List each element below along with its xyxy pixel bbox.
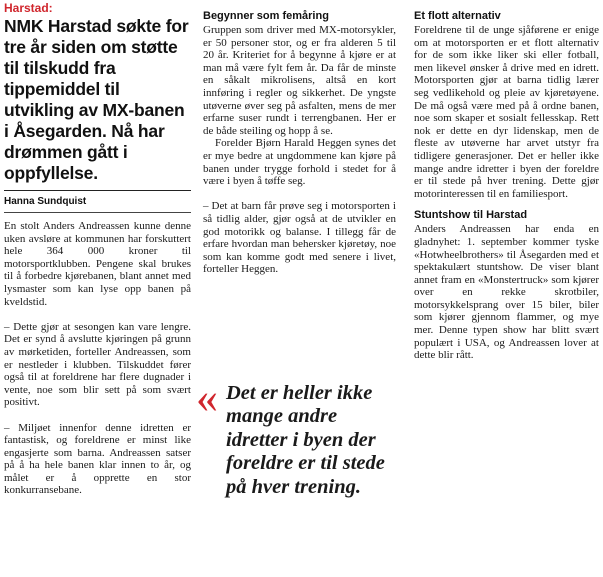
byline-divider <box>4 212 191 213</box>
column-3 <box>414 0 599 362</box>
subhead-stuntshow: Stuntshow til Harstad <box>414 209 528 222</box>
pull-quote-text: Det er heller ikke mange andre idretter i byen der foreldre er til stede på hver trening. <box>226 382 385 498</box>
paragraph: – Det at barn får prøve seg i motorsporten i så tidlig alder, gjør også at de utvikler en god motorikk og balanse. I tillegg får de erfare hvordan man behersker kjøretøy, noe som kan komme godt med senere i livet, forteller Heggen. <box>203 200 396 276</box>
column-1-body <box>4 220 191 497</box>
paragraph: Anders Andreassen har enda en gladnyhet: 1. september kommer tyske «Hotwheelbrothers» til Åsegarden med et spektakulært stuntshow. De viser blant annet fram en «Monstertruck» som kjører over en rekke skrotbiler, motorsykkelsprang over 15 biler, biler som kjører gjennom flammer, og mye mer. Denne typen show har blitt svært populært i USA, og Andreassen lover at dette blir rått. <box>414 223 599 362</box>
article-kicker: Harstad: <box>4 1 53 15</box>
paragraph: En stolt Anders Andreassen kunne denne uken avsløre at kommunen har forskuttert hele 364 000 kroner til motorsportklubben. Pengene skal brukes til å forbedre kjørebanen, blant annet med lysmaster som kan lyse opp banen på kveldstid. <box>4 220 191 308</box>
headline-divider <box>4 190 191 191</box>
column-3-body-a <box>414 24 599 200</box>
column-3-body-b <box>414 223 599 362</box>
column-2-body <box>203 24 396 276</box>
paragraph: Forelder Bjørn Harald Heggen synes det er mye bedre at ungdommene kan kjøre på banen under trygge forhold i stedet for å være i byen å tøffe seg. <box>203 137 396 188</box>
subhead-begynner: Begynner som femåring <box>203 10 329 22</box>
subhead-alternativ: Et flott alternativ <box>414 10 501 22</box>
paragraph: Foreldrene til de unge sjåførene er enige om at motorsporten er et flott alternativ for de som ikke liker ski eller fotball, men likevel ønsker å drive med en idrett. Motorsporten gjør at barna tidlig lærer seg vedlikehold og pleie av kjøretøyene. De må også være med på å ordne banen, noe som skaper et sosialt fellesskap. Rett nok er dette en dyr lidenskap, men de fleste av utøverne har arvet utstyr fra tidligere generasjoner. Det er heller ikke mange andre idretter i byen der foreldre er til stede på hver trening. Dette gjør motorinteressen til en familiesport. <box>414 24 599 200</box>
paragraph: – Miljøet innenfor denne idretten er fantastisk, og foreldrene er minst like engasjerte som barna. Andreassen satser på å ha hele banen klar innen to år, og målet er å opprette en stor konkurransebane. <box>4 421 191 497</box>
article-headline: NMK Harstad søkte for tre år siden om støtte til tilskudd fra tippemiddel til utvikling av MX-banen i Åsegarden. Nå har drømmen gått i oppfyllelse. <box>4 16 189 183</box>
paragraph: Gruppen som driver med MX-motorsykler, er 50 personer stor, og er fra alderen 5 til 20 år. Kriteriet for å begynne å kjøre er at man må være fylt fem år. Da får de minste en såkalt mikrolisens, altså en kort innføring i regler og sikkerhet. De yngste utøverne øver seg på asfalten, mens de mer erfarne suser rundt i terrengbanen. Her er de både steiling og hopp å se. <box>203 24 396 137</box>
column-1 <box>4 0 191 497</box>
paragraph: – Dette gjør at sesongen kan vare lengre. Det er synd å avslutte kjøringen på grunn av mørketiden, forteller Andreassen, som er nestleder i klubben. Tilskuddet fører også til at foreldrene har flere dugnader i vente, noe som blir sett på som svært positivt. <box>4 320 191 409</box>
pull-quote <box>196 373 398 499</box>
article-byline: Hanna Sundquist <box>4 196 87 207</box>
quote-mark-icon: « <box>196 373 218 422</box>
column-2 <box>203 0 396 276</box>
